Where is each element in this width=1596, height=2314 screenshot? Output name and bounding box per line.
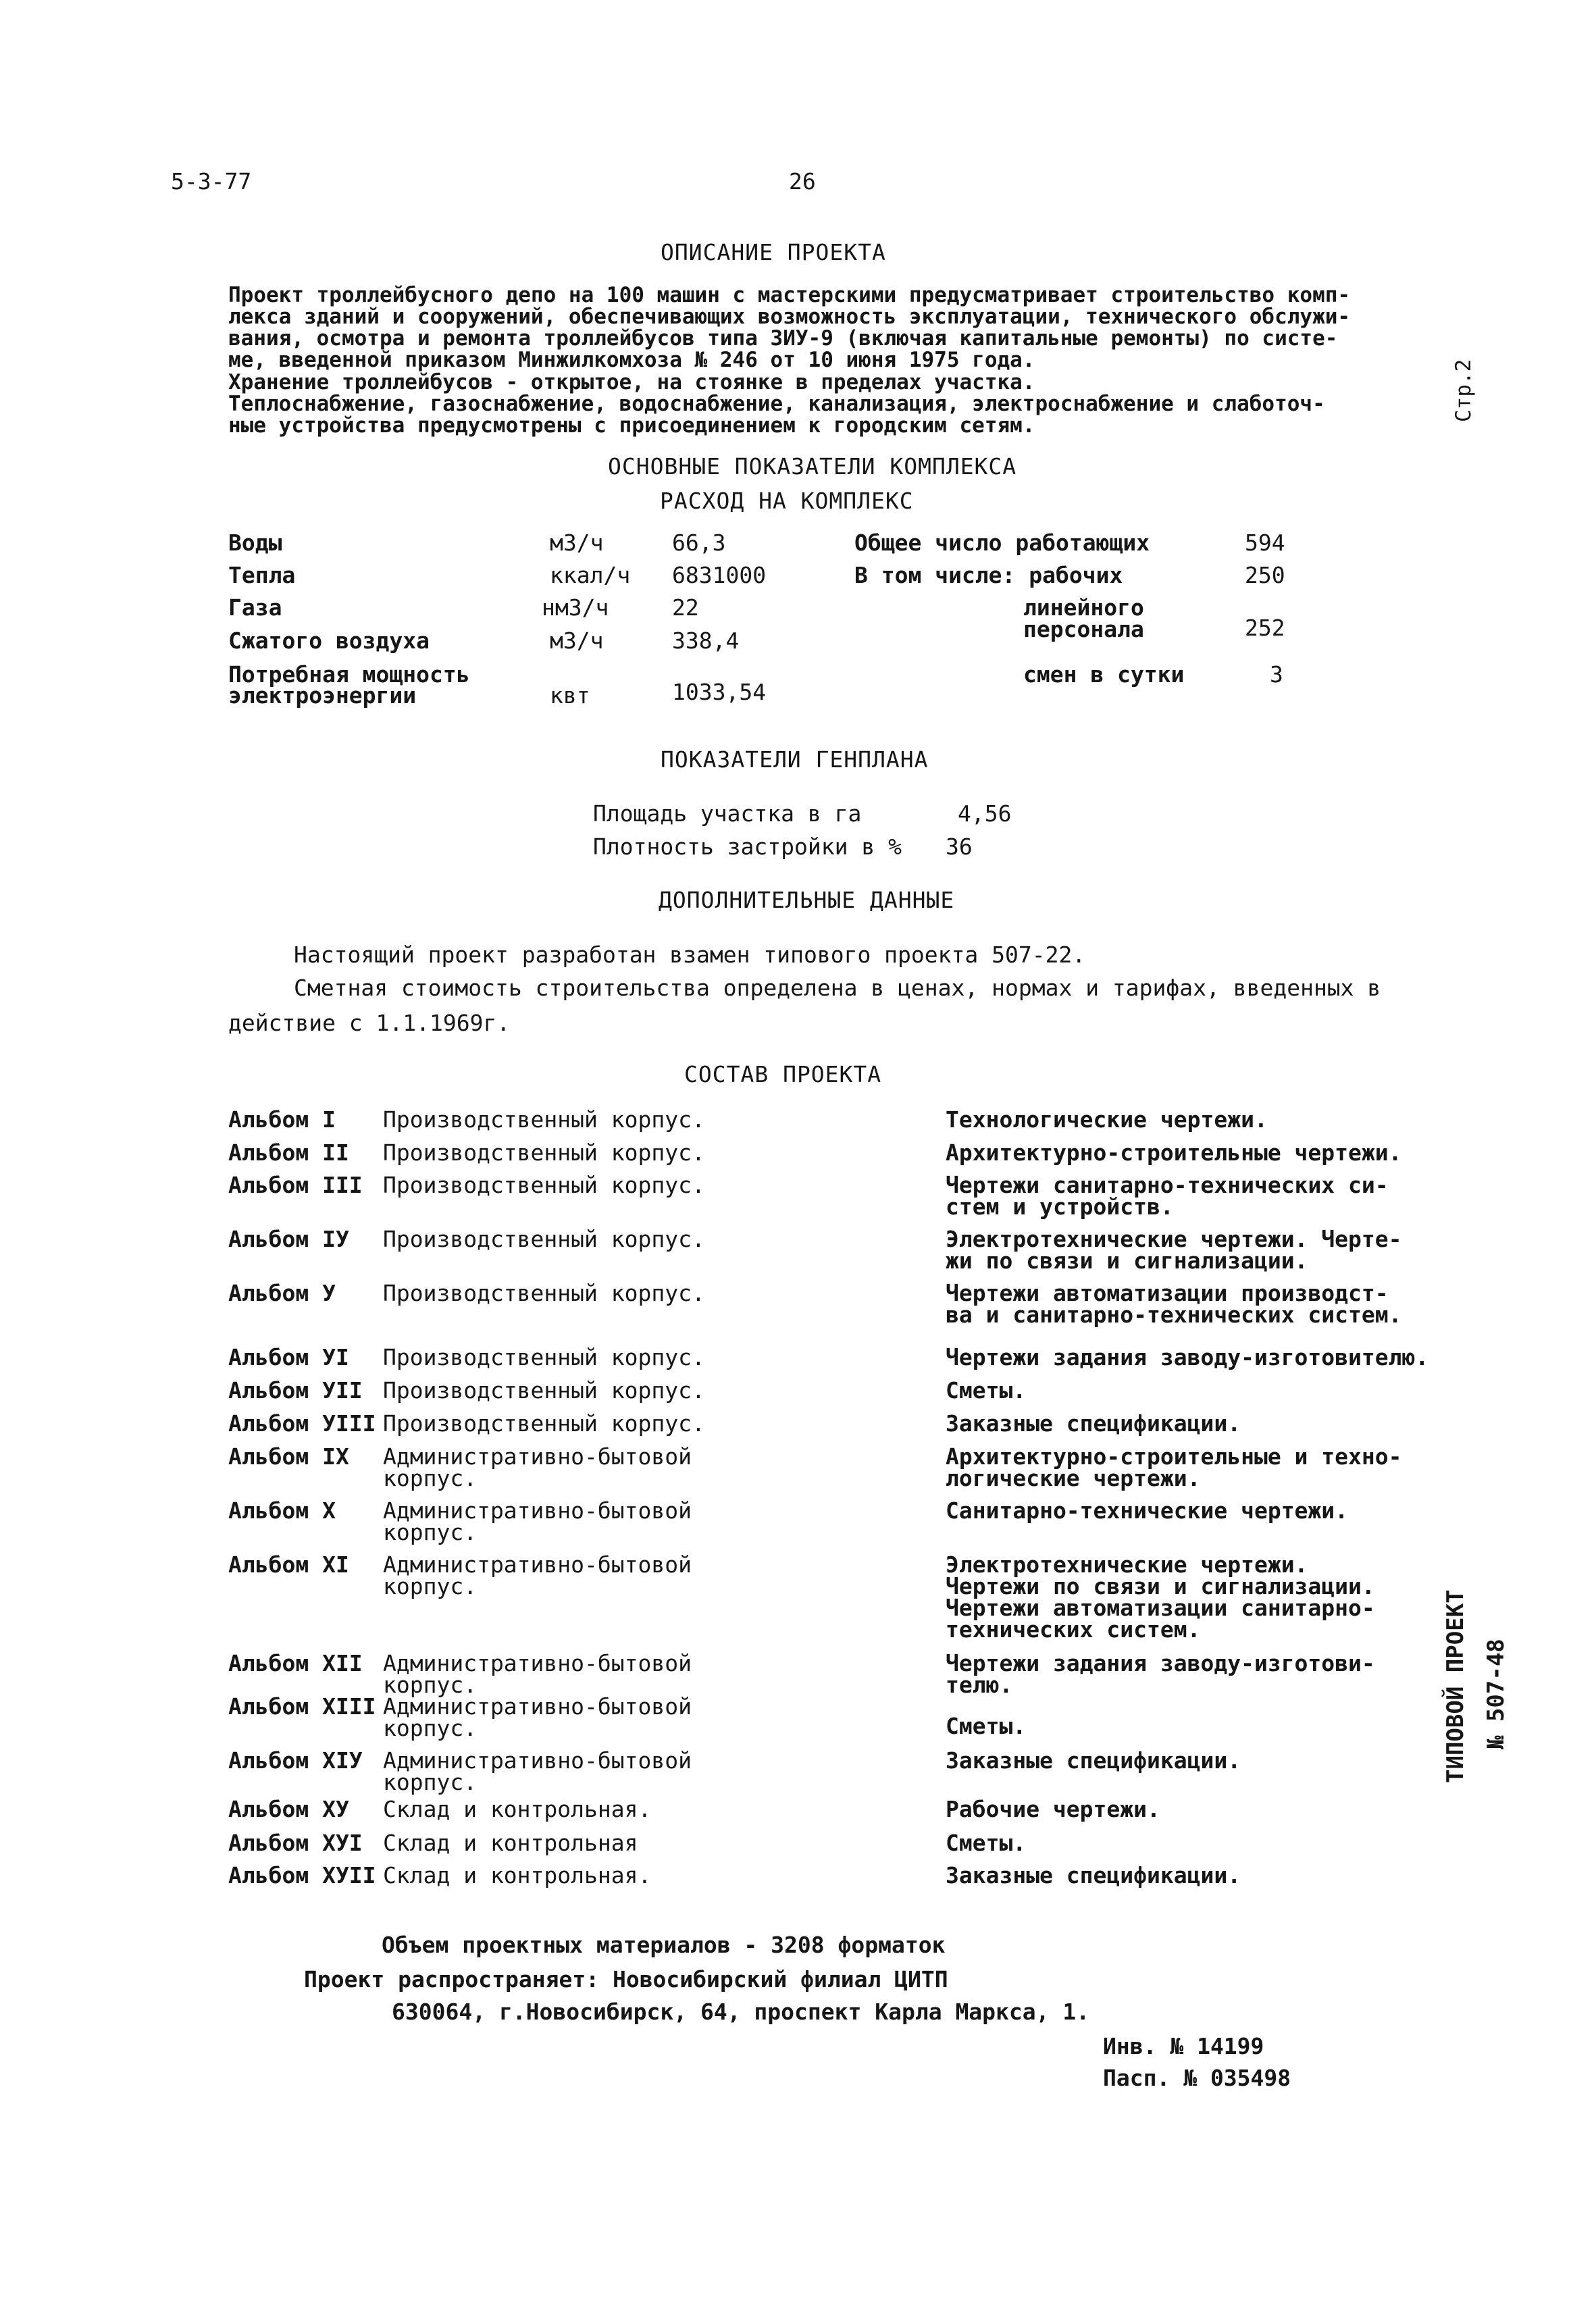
genplan-heading: ПОКАЗАТЕЛИ ГЕНПЛАНА: [661, 746, 929, 773]
workers-total-label: Общее число работающих: [854, 530, 1150, 556]
album-content: Санитарно-технические чертежи.: [946, 1497, 1349, 1524]
album-number: Альбом XI: [228, 1551, 349, 1578]
consumption-value: 22: [672, 594, 699, 621]
album-number: Альбом УIII: [228, 1410, 376, 1437]
volume-note: Объем проектных материалов - 3208 форматок: [382, 1932, 946, 1958]
genplan-area-label: Площадь участка в га: [593, 800, 862, 827]
stamp-number: № 507-48: [1483, 1639, 1510, 1749]
consumption-name: электроэнергии: [228, 682, 417, 709]
additional-heading: ДОПОЛНИТЕЛЬНЫЕ ДАННЫЕ: [659, 887, 955, 913]
description-heading: ОПИСАНИЕ ПРОЕКТА: [661, 239, 886, 265]
workers-line-staff-label: линейного: [1023, 594, 1144, 621]
consumption-unit: м3/ч: [550, 627, 604, 654]
album-content: Архитектурно-строительные и техно-: [946, 1443, 1402, 1470]
album-content: стем и устройств.: [946, 1193, 1174, 1220]
description-line: ме, введенной приказом Минжилкомхоза № 246 от 10 июня 1975 года.: [228, 348, 1035, 372]
album-content: технических систем.: [946, 1616, 1201, 1643]
album-content: Технологические чертежи.: [946, 1106, 1268, 1133]
consumption-name: Газа: [228, 594, 282, 621]
album-content: Электротехнические чертежи.: [946, 1551, 1308, 1578]
album-object: Административно-бытовой: [383, 1693, 692, 1720]
album-object: Производственный корпус.: [383, 1226, 705, 1252]
album-number: Альбом У: [228, 1280, 336, 1306]
album-content: Чертежи автоматизации производст-: [946, 1280, 1389, 1306]
consumption-name: Воды: [228, 530, 282, 556]
album-object: Производственный корпус.: [383, 1172, 705, 1198]
album-number: Альбом I: [228, 1106, 336, 1133]
consumption-value: 66,3: [672, 530, 726, 556]
album-content: Чертежи автоматизации санитарно-: [946, 1595, 1375, 1621]
distributor-note: Проект распространяет: Новосибирский филиал ЦИТП: [304, 1966, 948, 1992]
side-page-label: Стр.2: [1451, 359, 1476, 422]
album-object: Производственный корпус.: [383, 1344, 705, 1370]
additional-line: Настоящий проект разработан взамен типового проекта 507-22.: [294, 942, 1086, 968]
album-number: Альбом XIУ: [228, 1747, 363, 1774]
inventory-number: Инв. № 14199: [1103, 2033, 1264, 2059]
album-object: Административно-бытовой: [383, 1497, 692, 1524]
consumption-name: Тепла: [228, 562, 296, 588]
additional-line: Сметная стоимость строительства определена в ценах, нормах и тарифах, введенных в: [294, 975, 1381, 1001]
workers-shifts-label: смен в сутки: [1023, 661, 1185, 688]
album-object: корпус.: [383, 1715, 478, 1741]
description-line: Проект троллейбусного депо на 100 машин с мастерскими предусматривает строительство комп-: [228, 283, 1351, 307]
description-line: Теплоснабжение, газоснабжение, водоснабжение, канализация, электроснабжение и слаботоч-: [228, 392, 1325, 416]
album-content: Электротехнические чертежи. Черте-: [946, 1226, 1402, 1252]
album-content: Чертежи по связи и сигнализации.: [946, 1573, 1375, 1599]
album-object: корпус.: [383, 1573, 478, 1599]
description-line: ные устройства предусмотрены с присоединением к городским сетям.: [228, 413, 1035, 438]
passport-number: Пасп. № 035498: [1103, 2065, 1291, 2091]
album-object: Склад и контрольная.: [383, 1796, 652, 1822]
album-object: корпус.: [383, 1769, 478, 1795]
album-number: Альбом XУI: [228, 1830, 363, 1856]
album-object: Производственный корпус.: [383, 1280, 705, 1306]
composition-heading: СОСТАВ ПРОЕКТА: [684, 1061, 882, 1087]
workers-incl-value: 250: [1245, 562, 1285, 588]
distributor-address: 630064, г.Новосибирск, 64, проспект Карла Маркса, 1.: [392, 1999, 1090, 2025]
doc-code: 5-3-77: [171, 168, 252, 195]
album-content: логические чертежи.: [946, 1465, 1201, 1491]
album-content: Чертежи задания заводу-изготовителю.: [946, 1344, 1429, 1370]
album-object: Административно-бытовой: [383, 1650, 692, 1676]
album-content: Сметы.: [946, 1830, 1027, 1856]
genplan-density-label: Плотность застройки в %: [593, 833, 902, 860]
album-number: Альбом X: [228, 1497, 336, 1524]
album-content: телю.: [946, 1672, 1013, 1698]
album-content: Рабочие чертежи.: [946, 1796, 1160, 1822]
album-content: Заказные спецификации.: [946, 1410, 1241, 1437]
genplan-area-value: 4,56: [958, 800, 1012, 827]
genplan-density-value: 36: [946, 833, 973, 860]
album-number: Альбом III: [228, 1172, 363, 1198]
album-object: Склад и контрольная: [383, 1830, 638, 1856]
album-object: Административно-бытовой: [383, 1747, 692, 1774]
album-object: Производственный корпус.: [383, 1410, 705, 1437]
workers-line-staff-value: 252: [1245, 615, 1285, 641]
consumption-name: Потребная мощность: [228, 661, 470, 688]
album-content: жи по связи и сигнализации.: [946, 1248, 1308, 1274]
album-number: Альбом XIII: [228, 1693, 376, 1720]
album-number: Альбом УII: [228, 1377, 363, 1404]
album-number: Альбом XУ: [228, 1796, 349, 1822]
consumption-subheading: РАСХОД НА КОМПЛЕКС: [660, 488, 914, 514]
album-content: Сметы.: [946, 1713, 1027, 1739]
album-number: Альбом УI: [228, 1344, 349, 1370]
album-content: Чертежи задания заводу-изготови-: [946, 1650, 1375, 1676]
page-number: 26: [789, 168, 816, 195]
album-content: Заказные спецификации.: [946, 1747, 1241, 1774]
album-object: Административно-бытовой: [383, 1443, 692, 1470]
album-number: Альбом XII: [228, 1650, 363, 1676]
album-content: ва и санитарно-технических систем.: [946, 1302, 1402, 1328]
consumption-name: Сжатого воздуха: [228, 627, 430, 654]
album-number: Альбом II: [228, 1139, 349, 1166]
consumption-unit: нм3/ч: [542, 594, 609, 621]
album-object: корпус.: [383, 1465, 478, 1491]
workers-line-staff-label: персонала: [1023, 616, 1144, 642]
album-object: Производственный корпус.: [383, 1106, 705, 1133]
consumption-unit: квт: [550, 682, 590, 709]
workers-shifts-value: 3: [1270, 661, 1283, 688]
album-content: Сметы.: [946, 1377, 1027, 1404]
album-number: Альбом XУII: [228, 1862, 376, 1888]
album-object: Производственный корпус.: [383, 1377, 705, 1404]
stamp-title: ТИПОВОЙ ПРОЕКТ: [1442, 1589, 1469, 1783]
consumption-unit: ккал/ч: [550, 562, 631, 588]
consumption-value: 338,4: [672, 627, 740, 654]
album-object: Склад и контрольная.: [383, 1862, 652, 1888]
consumption-unit: м3/ч: [550, 530, 604, 556]
album-number: Альбом IX: [228, 1443, 349, 1470]
indicators-heading: ОСНОВНЫЕ ПОКАЗАТЕЛИ КОМПЛЕКСА: [608, 453, 1017, 480]
album-content: Чертежи санитарно-технических си-: [946, 1172, 1389, 1198]
consumption-value: 1033,54: [672, 679, 767, 705]
album-object: корпус.: [383, 1672, 478, 1698]
consumption-value: 6831000: [672, 562, 767, 588]
album-content: Архитектурно-строительные чертежи.: [946, 1139, 1402, 1166]
album-number: Альбом IУ: [228, 1226, 349, 1252]
album-content: Заказные спецификации.: [946, 1862, 1241, 1888]
description-line: вания, осмотра и ремонта троллейбусов типа ЗИУ-9 (включая капитальные ремонты) по систе-: [228, 326, 1338, 351]
workers-incl-label: В том числе: рабочих: [854, 562, 1123, 588]
description-line: Хранение троллейбусов - открытое, на стоянке в пределах участка.: [228, 370, 1035, 394]
workers-total-value: 594: [1245, 530, 1285, 556]
additional-line: действие с 1.1.1969г.: [228, 1010, 511, 1036]
album-object: корпус.: [383, 1519, 478, 1545]
description-line: лекса зданий и сооружений, обеспечивающих возможность эксплуатации, технического обслужи-: [228, 305, 1351, 329]
album-object: Административно-бытовой: [383, 1551, 692, 1578]
album-object: Производственный корпус.: [383, 1139, 705, 1166]
